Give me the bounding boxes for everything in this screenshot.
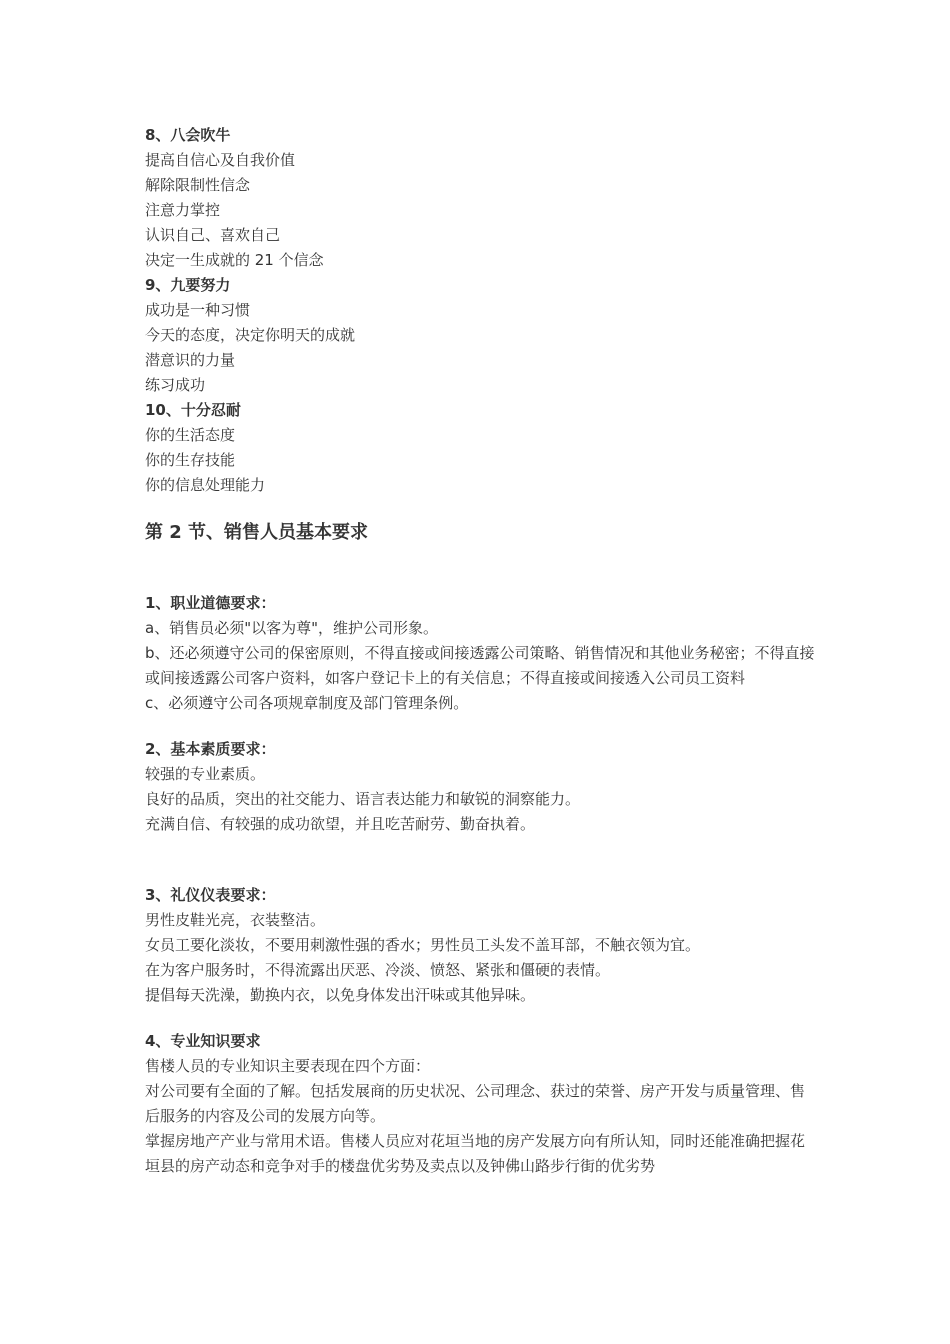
spacer bbox=[145, 1008, 815, 1029]
list-item: 注意力掌控 bbox=[145, 201, 221, 219]
spacer bbox=[145, 545, 815, 591]
req4-heading: 4、专业知识要求 bbox=[145, 1032, 261, 1050]
list-item: 练习成功 bbox=[145, 376, 206, 394]
list-item: 成功是一种习惯 bbox=[145, 301, 251, 319]
list-item: 女员工要化淡妆，不要用刺激性强的香水；男性员工头发不盖耳部，不触衣领为宜。 bbox=[145, 936, 701, 954]
list-item: 认识自己、喜欢自己 bbox=[145, 226, 281, 244]
document-body bbox=[145, 123, 815, 1179]
list-item: 决定一生成就的 21 个信念 bbox=[145, 251, 324, 269]
list-item: 良好的品质，突出的社交能力、语言表达能力和敏锐的洞察能力。 bbox=[145, 790, 581, 808]
list-item: 提倡每天洗澡，勤换内衣，以免身体发出汗味或其他异味。 bbox=[145, 986, 536, 1004]
list-item: 你的生活态度 bbox=[145, 426, 236, 444]
list-item: 充满自信、有较强的成功欲望，并且吃苦耐劳、勤奋执着。 bbox=[145, 815, 536, 833]
list-item: 今天的态度，决定你明天的成就 bbox=[145, 326, 356, 344]
req2-heading: 2、基本素质要求： bbox=[145, 740, 276, 758]
section-8-heading: 8、八会吹牛 bbox=[145, 126, 231, 144]
chapter-title: 第 2 节、销售人员基本要求 bbox=[145, 522, 369, 543]
req4-intro: 售楼人员的专业知识主要表现在四个方面： bbox=[145, 1057, 431, 1075]
req1-item-a: a、销售员必须"以客为尊"，维护公司形象。 bbox=[145, 619, 438, 637]
req1-item-b: b、还必须遵守公司的保密原则，不得直接或间接透露公司策略、销售情况和其他业务秘密；不得直接或间接透露公司客户资料，如客户登记卡上的有关信息；不得直接或间接透入公司员工资料 bbox=[145, 644, 815, 687]
req1-heading: 1、职业道德要求： bbox=[145, 594, 276, 612]
list-item: 潜意识的力量 bbox=[145, 351, 236, 369]
spacer bbox=[145, 716, 815, 737]
req4-paragraph: 对公司要有全面的了解。包括发展商的历史状况、公司理念、获过的荣誉、房产开发与质量管理、售后服务的内容及公司的发展方向等。 bbox=[145, 1082, 806, 1125]
list-item: 在为客户服务时，不得流露出厌恶、冷淡、愤怒、紧张和僵硬的表情。 bbox=[145, 961, 611, 979]
req3-heading: 3、礼仪仪表要求： bbox=[145, 886, 276, 904]
spacer bbox=[145, 498, 815, 520]
req1-item-c: c、必须遵守公司各项规章制度及部门管理条例。 bbox=[145, 694, 469, 712]
list-item: 你的信息处理能力 bbox=[145, 476, 266, 494]
list-item: 提高自信心及自我价值 bbox=[145, 151, 296, 169]
req4-paragraph: 掌握房地产产业与常用术语。售楼人员应对花垣当地的房产发展方向有所认知，同时还能准确把握花垣县的房产动态和竞争对手的楼盘优劣势及卖点以及钟佛山路步行街的优劣势 bbox=[145, 1132, 806, 1175]
section-9-heading: 9、九要努力 bbox=[145, 276, 231, 294]
list-item: 较强的专业素质。 bbox=[145, 765, 266, 783]
list-item: 解除限制性信念 bbox=[145, 176, 251, 194]
section-10-heading: 10、十分忍耐 bbox=[145, 401, 241, 419]
list-item: 你的生存技能 bbox=[145, 451, 236, 469]
spacer bbox=[145, 837, 815, 883]
list-item: 男性皮鞋光亮，衣装整洁。 bbox=[145, 911, 326, 929]
